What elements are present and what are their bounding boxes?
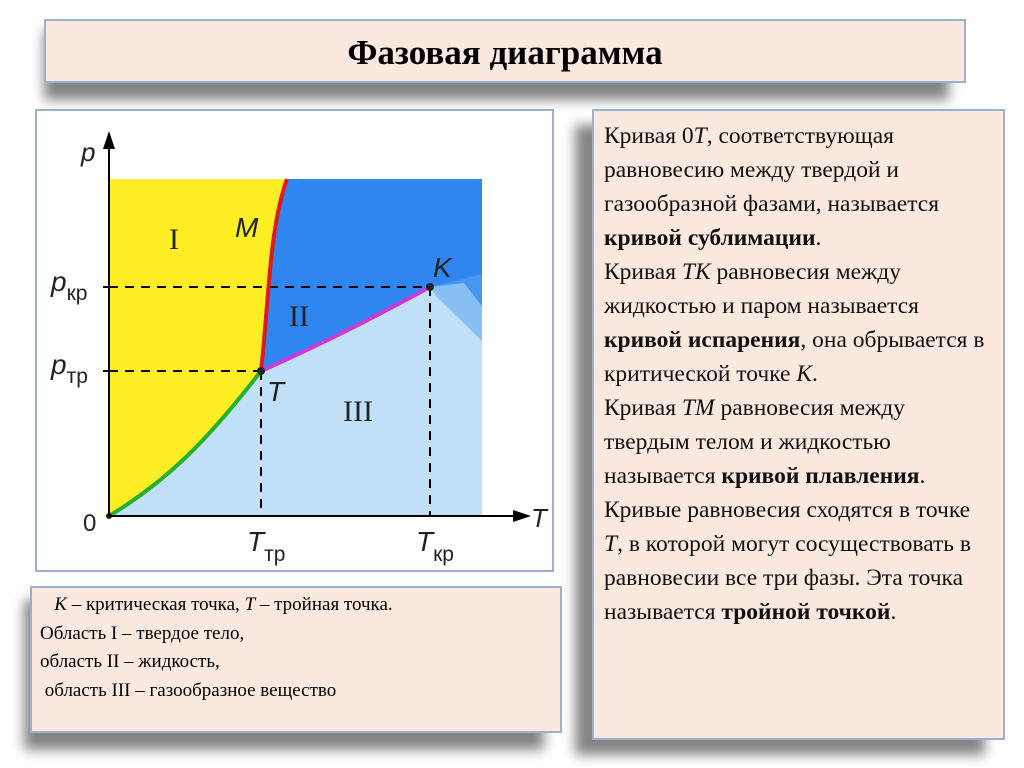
- point-k-label: K: [433, 252, 452, 283]
- description-box: [592, 109, 1005, 740]
- t-kr-label: Tкр: [416, 526, 454, 566]
- region-1-label: I: [169, 223, 179, 256]
- legend-caption: [30, 586, 562, 733]
- triple-point: [257, 367, 265, 375]
- region-2-label: II: [289, 300, 309, 333]
- p-kr-label: pкр: [51, 266, 88, 305]
- critical-point: [426, 283, 434, 291]
- p-axis-label: p: [81, 137, 96, 167]
- melting-paragraph: Кривая ТМ равновесия между твердым телом и жидкостью называется кривой плавления.: [604, 395, 926, 489]
- p-tr-label: pтр: [51, 349, 88, 388]
- t-axis-arrow: [513, 510, 531, 522]
- title-box: [44, 19, 966, 83]
- caption-line-2: Область I – твердое тело,: [40, 622, 245, 644]
- point-m-label: M: [235, 212, 259, 243]
- phase-diagram: [35, 109, 554, 572]
- p-axis-arrow: [103, 131, 115, 149]
- origin-label: 0: [83, 510, 97, 537]
- t-axis-label: T: [531, 503, 547, 533]
- sublimation-paragraph: Кривая 0T, соответствующая равновесию между твердой и газообразной фазами, называется кривой сублимации.: [604, 123, 940, 251]
- page-title: Фазовая диаграмма: [347, 33, 663, 72]
- vaporization-paragraph: Кривая ТК равновесия между жидкостью и паром называется кривой испарения, она обрывается в критической точке K.: [604, 259, 985, 387]
- caption-line-1: K – критическая точка, T – тройная точка.: [54, 594, 393, 615]
- caption-line-3: область II – жидкость,: [40, 651, 220, 672]
- phase-diagram-svg: [37, 111, 552, 570]
- region-3-label: III: [343, 395, 373, 428]
- caption-line-4: область III – газообразное вещество: [40, 679, 337, 701]
- point-t-label: T: [267, 376, 285, 407]
- triple-point-paragraph: Кривые равновесия сходятся в точке T, в которой могут сосуществовать в равновесии все три фазы. Эта точка называется тройной точкой.: [604, 497, 971, 625]
- t-tr-label: Tтр: [247, 526, 286, 566]
